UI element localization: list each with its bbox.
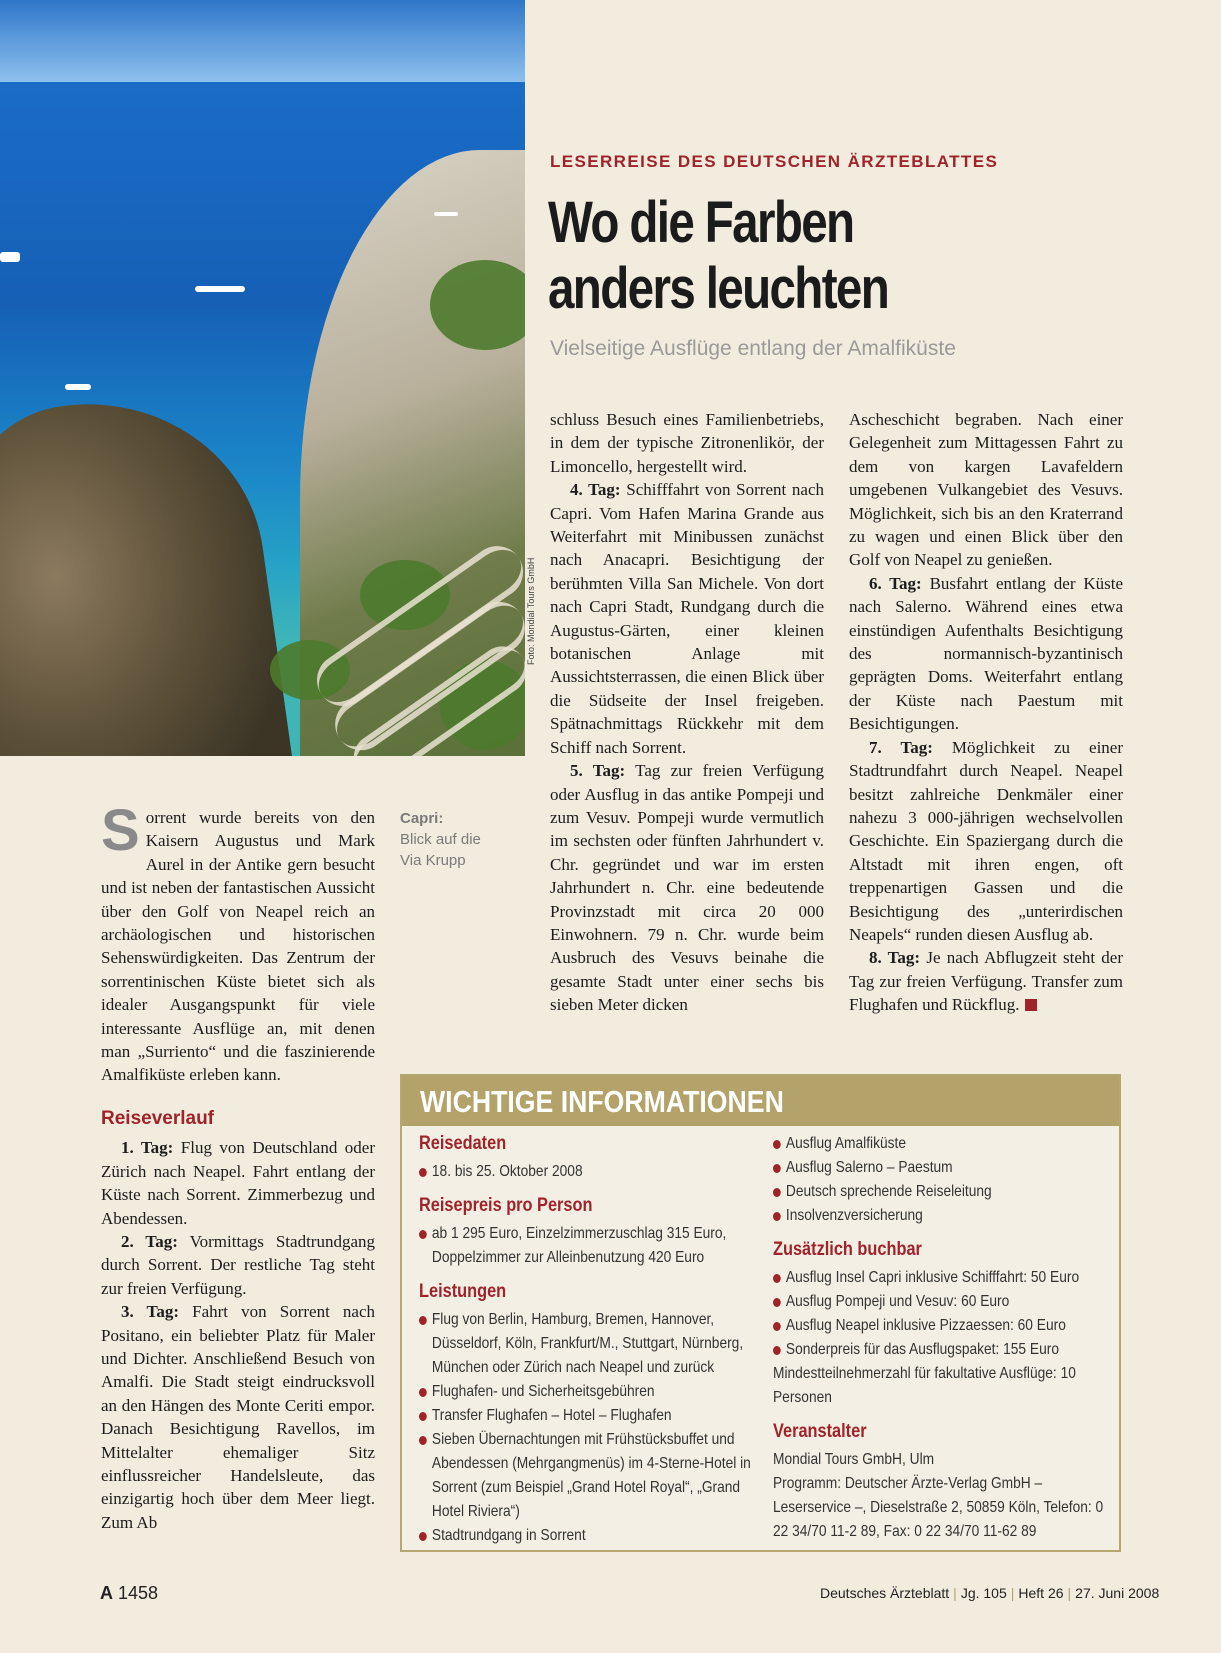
day-4 [550, 478, 824, 759]
day-text: Vormittags Stadtrundgang durch Sorrent. Der restliche Tag steht zur freien Verfügung. [101, 1231, 375, 1298]
list-item: Ausflug Salerno – Paestum [773, 1156, 1107, 1180]
section-title-reiseverlauf: Reiseverlauf [101, 1107, 215, 1129]
headline-line-1: Wo die Farben [548, 190, 854, 255]
leistungen-list-continued [773, 1132, 1107, 1228]
day-text: Flug von Deutschland oder Zürich nach Neapel. Fahrt entlang der Küste nach Sorrent. Zimmerbezug und Abendessen. [101, 1138, 376, 1228]
day-label: 2. Tag: [121, 1231, 178, 1251]
list-item: Flug von Berlin, Hamburg, Bremen, Hannover, Düsseldorf, Köln, Frankfurt/M., Stuttgart, Nürnberg, München oder Zürich nach Neapel und zurück [419, 1308, 758, 1380]
day-7 [849, 736, 1123, 947]
issue-date: 27. Juni 2008 [1075, 1585, 1160, 1601]
photo-sky [0, 0, 525, 82]
day-6 [849, 572, 1123, 736]
photo-credit: Foto: Mondial Tours GmbH [526, 557, 536, 665]
journal-name: Deutsches Ärzteblatt [820, 1585, 950, 1601]
dropcap: S [101, 798, 140, 863]
day-1 [101, 1136, 375, 1230]
list-item: Sonderpreis für das Ausflugspaket: 155 Euro [773, 1338, 1107, 1362]
info-box [400, 1074, 1121, 1552]
day-label: 5. Tag: [570, 761, 626, 781]
programm-contact: Programm: Deutscher Ärzte-Verlag GmbH – Leserservice –, Dieselstraße 2, 50859 Köln, Telefon: 0 22 34/70 11-2 89, Fax: 0 22 34/70 11-62 89 [773, 1475, 1104, 1540]
day-5-continued [849, 408, 1123, 572]
preis-list [419, 1222, 758, 1270]
capri-photo [0, 0, 525, 756]
day-text: Schifffahrt von Sorrent nach Capri. Vom Hafen Marina Grande aus Weiterfahrt mit Minibussen zunächst nach Anacapri. Besichtigung der berühmten Villa San Michele. Von dort nach Capri Stadt, Rundgang durch die Augustus-Gärten, einer kleinen botanischen Anlage mit Aussichtsterrassen, die einen Blick über die Südseite der Insel freigeben. Spätnachmittags Rückkehr mit dem Schiff nach Sorrent. [550, 480, 824, 757]
list-item: ab 1 295 Euro, Einzelzimmerzuschlag 315 Euro, Doppelzimmer zur Alleinbenutzung 420 Euro [419, 1222, 758, 1270]
info-column-left-inner [419, 1132, 758, 1548]
issue: Heft 26 [1018, 1585, 1064, 1601]
photo-cliff-left [0, 381, 298, 756]
day-text: schluss Besuch eines Familienbetriebs, in dem der typische Zitronenlikör, der Limoncello, hergestellt wird. [550, 410, 824, 476]
day-text: Fahrt von Sorrent nach Positano, ein beliebter Platz für Maler und Dichter. Anschließend Besuch von Amalfi. Die Stadt steigt eindrucksvoll an den Hängen des Monte Ceriti empor. Danach Besichtigung Ravellos, im Mittelalter ehemaliger Sitz einflussreicher Handelsleute, das einzigartig hoch über dem Meer liegt. Zum Ab [101, 1302, 375, 1532]
intro-text: orrent wurde bereits von den Kaisern Augustus und Mark Aurel in der Antike gern besucht und ist neben der fantastischen Aussicht über den Golf von Neapel reich an archäologischen und historischen Sehenswürdigkeiten. Das Zentrum der sorrentinischen Küste bietet sich als idealer Ausgangspunkt für viele interessante Ausflüge an, mit denen man „Surriento“ und die faszinierende Amalfiküste erleben kann. [101, 808, 375, 1085]
veranstalter-title: Veranstalter [773, 1421, 867, 1442]
leistungen-title: Leistungen [419, 1281, 507, 1302]
day-3 [101, 1300, 375, 1534]
day-text: Busfahrt entlang der Küste nach Salerno. Während eines etwa einstündigen Aufenthalts Besichtigung des normannisch-byzantinisch geprägten Doms. Weiterfahrt entlang der Küste nach Paestum mit Besichtigungen. [849, 573, 1124, 734]
page-number-value: 1458 [118, 1583, 159, 1603]
day-label: 3. Tag: [121, 1302, 179, 1322]
list-item: Flughafen- und Sicherheitsgebühren [419, 1380, 758, 1404]
day-label: 7. Tag: [869, 737, 933, 757]
caption-title: Capri: [400, 810, 444, 827]
list-item: 18. bis 25. Oktober 2008 [419, 1160, 758, 1184]
info-column-right-inner [773, 1132, 1107, 1544]
info-column-left [419, 1132, 759, 1548]
photo-boat [195, 286, 245, 292]
list-item: Deutsch sprechende Reiseleitung [773, 1180, 1107, 1204]
zusatz-list [773, 1266, 1107, 1362]
info-column-right [773, 1132, 1108, 1544]
headline [548, 190, 1089, 322]
zusatz-title: Zusätzlich buchbar [773, 1239, 922, 1260]
page-prefix: A [100, 1583, 113, 1603]
day-2 [101, 1230, 375, 1300]
article-column-1 [101, 798, 376, 1534]
photo-boat [434, 212, 458, 216]
day-5 [550, 759, 824, 1016]
volume: Jg. 105 [960, 1585, 1007, 1601]
preis-title: Reisepreis pro Person [419, 1195, 593, 1216]
list-item: Stadtrundgang in Sorrent [419, 1524, 758, 1548]
headline-line-2: anders leuchten [548, 256, 889, 321]
kicker: LESERREISE DES DEUTSCHEN ÄRZTEBLATTES [550, 152, 999, 171]
list-item: Insolvenzversicherung [773, 1204, 1107, 1228]
subline: Vielseitige Ausflüge entlang der Amalfiküste [550, 337, 956, 360]
photo-caption [400, 808, 482, 871]
veranstalter-name: Mondial Tours GmbH, Ulm [773, 1451, 935, 1468]
list-item: Sieben Übernachtungen mit Frühstücksbuffet und Abendessen (Mehrgangmenüs) im 4-Sterne-Hotel in Sorrent (zum Beispiel „Grand Hotel Royal“, „Grand Hotel Riviera“) [419, 1428, 758, 1524]
reisedaten-list [419, 1160, 758, 1184]
intro-paragraph [101, 798, 375, 1087]
day-label: 8. Tag: [869, 948, 921, 968]
list-item: Transfer Flughafen – Hotel – Flughafen [419, 1404, 758, 1428]
day-label: 6. Tag: [869, 573, 922, 593]
article-column-2 [550, 408, 824, 1017]
day-text: Je nach Abflugzeit steht der Tag zur freien Verfügung. Transfer zum Flughafen und Rückflug. [849, 948, 1124, 1015]
list-item: Ausflug Amalfiküste [773, 1132, 1107, 1156]
list-item: Ausflug Pompeji und Vesuv: 60 Euro [773, 1290, 1107, 1314]
info-box-title: WICHTIGE INFORMATIONEN [420, 1084, 784, 1119]
day-text: Tag zur freien Verfügung oder Ausflug in das antike Pompeji und zum Vesuv. Pompeji wurde vermutlich im sechsten oder fünften Jahrhundert v. Chr. gegründet und war im ersten Jahrhundert n. Chr. eine bedeutende Provinzstadt mit circa 20 000 Einwohnern. 79 n. Chr. wurde beim Ausbruch des Vesuvs beinahe die gesamte Stadt unter einer sechs bis sieben Meter dicken [550, 761, 824, 1015]
page-number [100, 1583, 158, 1604]
photo-boat [65, 384, 91, 390]
end-mark-icon [1025, 999, 1037, 1011]
day-8 [849, 946, 1123, 1016]
reisedaten-title: Reisedaten [419, 1133, 507, 1154]
list-item: Ausflug Insel Capri inklusive Schifffahrt: 50 Euro [773, 1266, 1107, 1290]
info-box-header [402, 1076, 1119, 1126]
day-text: Ascheschicht begraben. Nach einer Gelegenheit zum Mittagessen Fahrt zu dem von kargen Lavafeldern umgebenen Vulkangebiet des Vesuvs. Möglichkeit, sich bis an den Kraterrand zu wagen und einen Blick über den Golf von Neapel zu genießen. [849, 410, 1123, 570]
caption-text: Blick auf die Via Krupp [400, 831, 481, 869]
day-label: 1. Tag: [121, 1138, 174, 1158]
article-column-3 [849, 408, 1123, 1017]
list-item: Ausflug Neapel inklusive Pizzaessen: 60 Euro [773, 1314, 1107, 1338]
footer-citation: Deutsches Ärzteblatt | Jg. 105 | Heft 26 | 27. Juni 2008 [820, 1585, 1160, 1601]
zusatz-note: Mindestteilnehmerzahl für fakultative Ausflüge: 10 Personen [773, 1365, 1076, 1406]
photo-boat [0, 252, 20, 262]
day-text: Möglichkeit zu einer Stadtrundfahrt durch Neapel. Neapel besitzt zahlreiche Denkmäler einer nahezu 3 000-jährigen wechselvollen Geschichte. Ein Spaziergang durch die Altstadt mit ihren engen, oft treppenartigen Gassen und die Besichtigung des „unterirdischen Neapels“ runden diesen Ausflug ab. [849, 737, 1124, 944]
day-label: 4. Tag: [570, 480, 621, 500]
day-3-continued [550, 408, 824, 478]
leistungen-list [419, 1308, 758, 1548]
